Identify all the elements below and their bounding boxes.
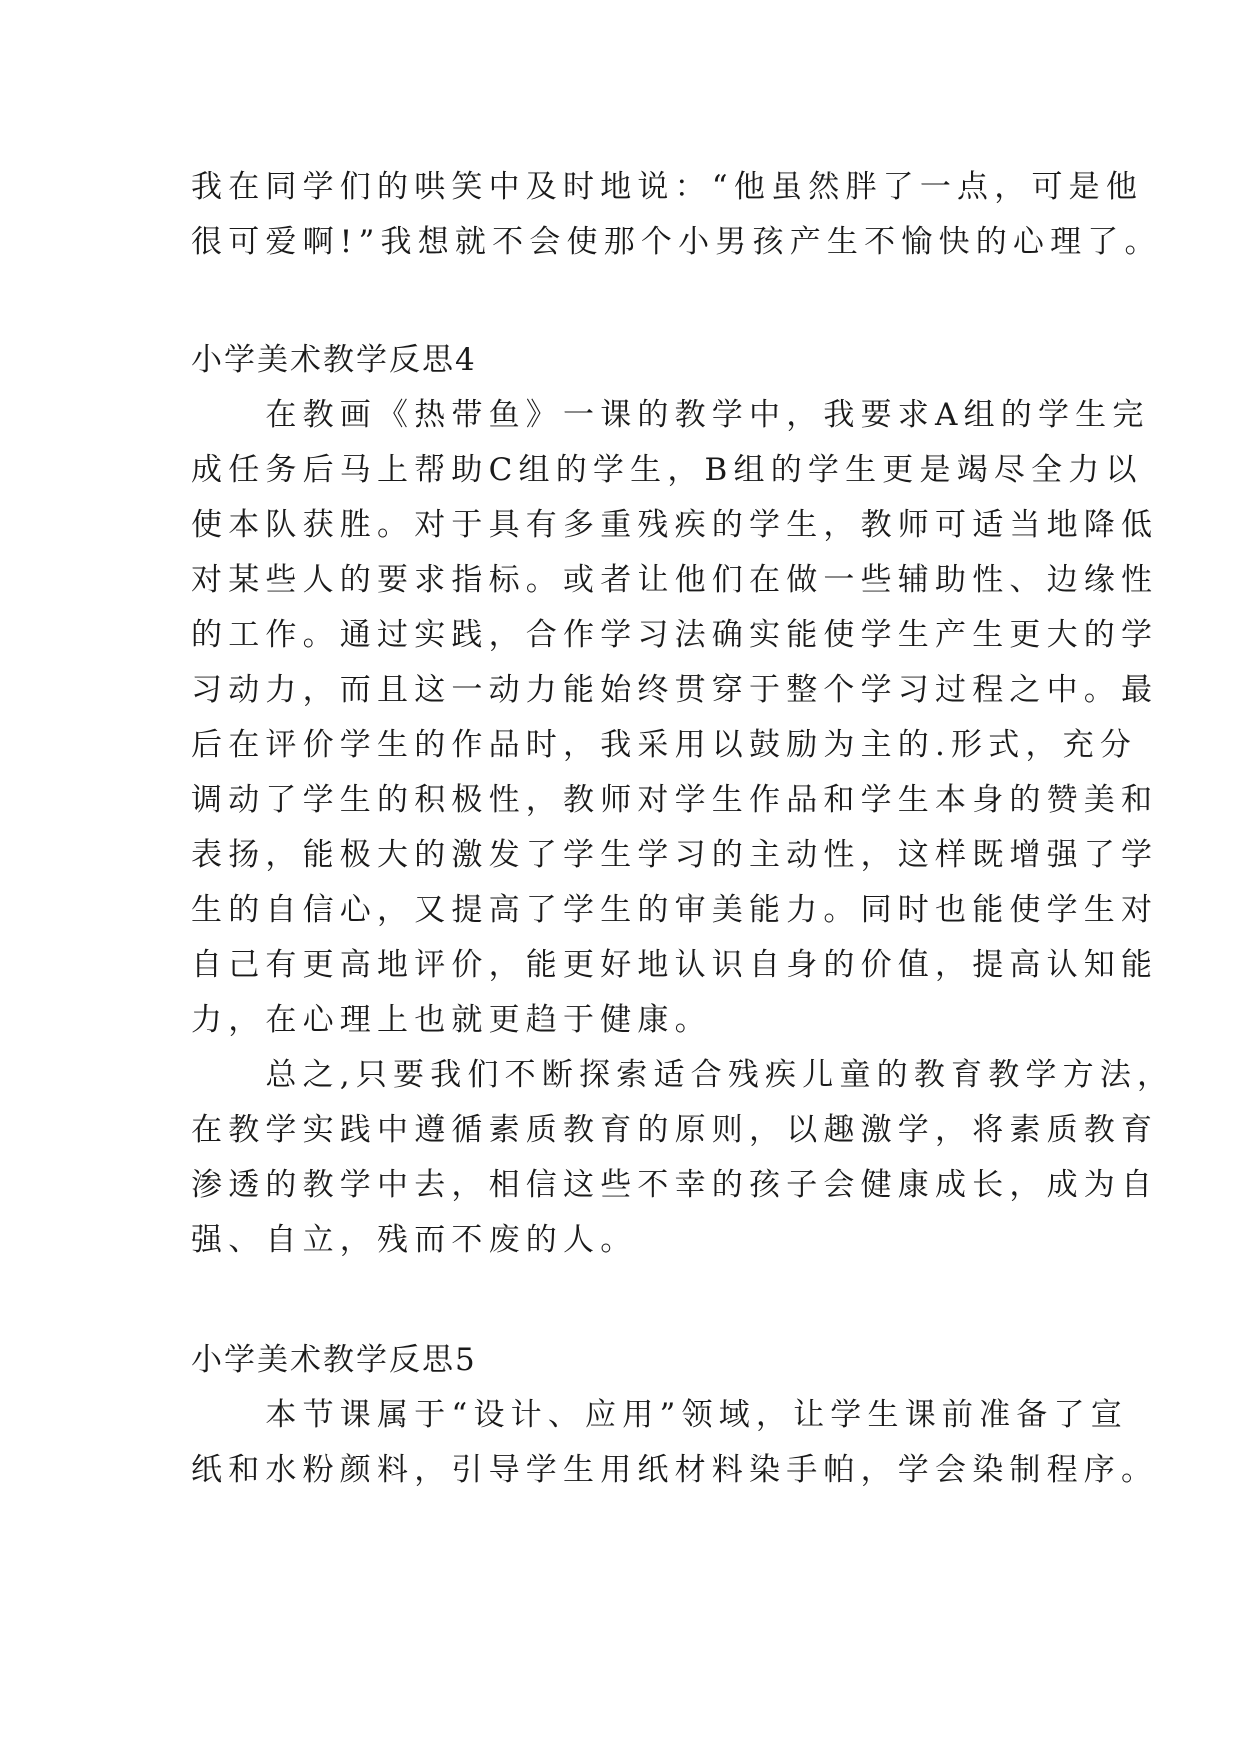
section-5-heading: 小学美术教学反思5: [191, 1342, 477, 1378]
section-4-para-1-line: 在教画《热带鱼》一课的教学中，我要求A组的学生完: [191, 397, 1150, 433]
section-4-para-1-line: 习动力，而且这一动力能始终贯穿于整个学习过程之中。最: [191, 672, 1159, 708]
intro-line-2: 很可爱啊!”我想就不会使那个小男孩产生不愉快的心理了。: [191, 224, 1162, 260]
section-4-para-1-line: 使本队获胜。对于具有多重残疾的学生，教师可适当地降低: [191, 507, 1159, 543]
section-4-para-1-line: 成任务后马上帮助C组的学生，B组的学生更是竭尽全力以: [191, 452, 1143, 488]
section-4-para-2-line: 强、自立，残而不废的人。: [191, 1222, 638, 1258]
section-4-para-1-line: 调动了学生的积极性，教师对学生作品和学生本身的赞美和: [191, 782, 1159, 818]
section-4-para-1-line: 后在评价学生的作品时，我采用以鼓励为主的.形式，充分: [191, 727, 1138, 763]
section-4-para-1-line: 生的自信心，又提高了学生的审美能力。同时也能使学生对: [191, 892, 1159, 928]
section-4-para-1-line: 的工作。通过实践，合作学习法确实能使学生产生更大的学: [191, 617, 1159, 653]
section-4-para-2-line: 渗透的教学中去，相信这些不幸的孩子会健康成长，成为自: [191, 1167, 1159, 1203]
section-5-para-1-line: 纸和水粉颜料，引导学生用纸材料染手帕，学会染制程序。: [191, 1452, 1159, 1488]
section-4-para-1-line: 对某些人的要求指标。或者让他们在做一些辅助性、边缘性: [191, 562, 1159, 598]
section-5-para-1-line: 本节课属于“设计、应用”领域，让学生课前准备了宣: [191, 1397, 1128, 1433]
section-4-para-1-line: 表扬，能极大的激发了学生学习的主动性，这样既增强了学: [191, 837, 1159, 873]
section-4-para-2-line: 在教学实践中遵循素质教育的原则，以趣激学，将素质教育: [191, 1112, 1159, 1148]
section-4-heading: 小学美术教学反思4: [191, 342, 477, 378]
section-4-para-1-line: 力，在心理上也就更趋于健康。: [191, 1002, 712, 1038]
section-4-para-2-line: 总之,只要我们不断探索适合残疾儿童的教育教学方法，: [191, 1057, 1175, 1093]
section-4-para-1-line: 自己有更高地评价，能更好地认识自身的价值，提高认知能: [191, 947, 1159, 983]
intro-line-1: 我在同学们的哄笑中及时地说：“他虽然胖了一点，可是他: [191, 169, 1144, 205]
